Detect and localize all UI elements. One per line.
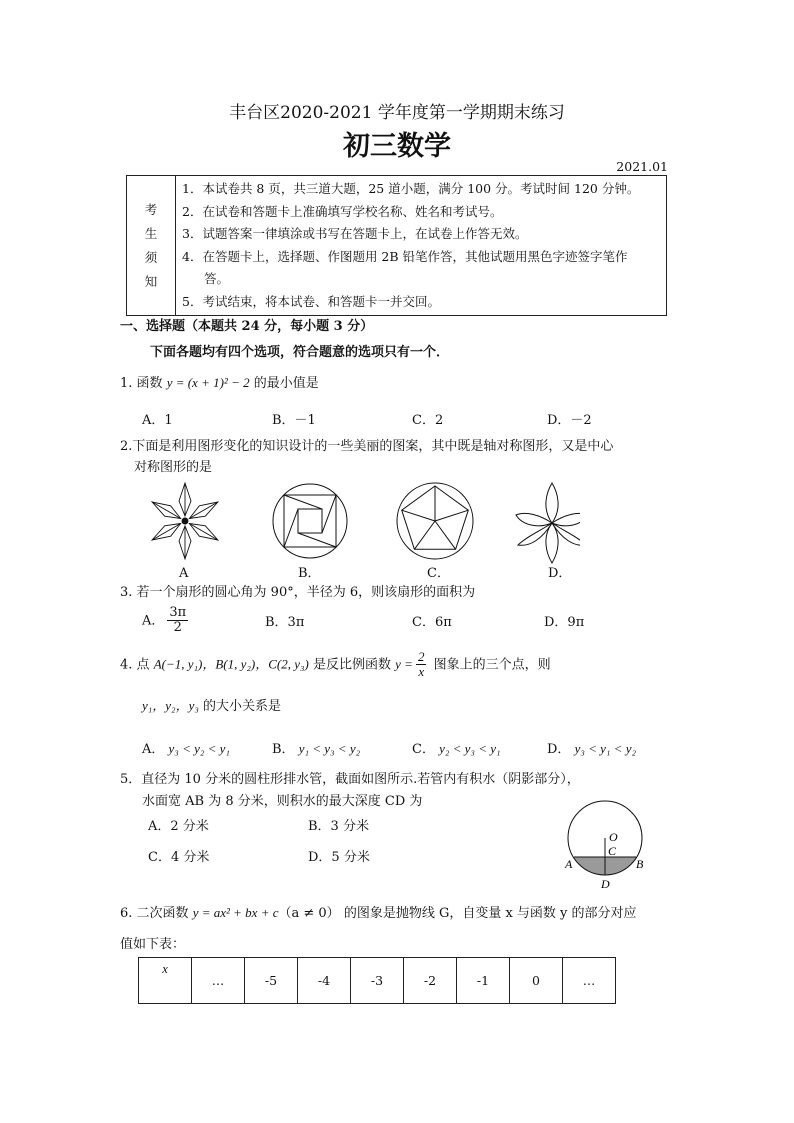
- exam-subtitle: 丰台区2020-2021 学年度第一学期期末练习: [229, 103, 565, 123]
- q3-option-c: C．6π: [412, 615, 452, 630]
- exam-notice-box: [126, 175, 667, 316]
- table-cell: -2: [404, 958, 457, 1004]
- q2-label-a: A: [179, 566, 189, 581]
- question-3: 3. 若一个扇形的圆心角为 90°，半径为 6，则该扇形的面积为: [120, 585, 476, 600]
- q5-option-d: D．5 分米: [308, 850, 370, 865]
- q1-option-c: C．2: [412, 413, 444, 428]
- table-cell: 0: [510, 958, 563, 1004]
- label-b: B: [636, 857, 644, 871]
- figure-a-star-icon: [149, 483, 221, 559]
- q4-option-b: B． y₁ < y₃ < y₂: [272, 741, 361, 757]
- table-cell: …: [563, 958, 616, 1004]
- question-2-line2: 对称图形的是: [134, 460, 213, 475]
- q3-option-a: A． $\frac{3\pi}{2}$: [142, 605, 187, 636]
- question-1: 1. 函数 y = (x + 1)² − 2 的最小值是: [120, 375, 319, 391]
- q3-option-d: D．9π: [544, 615, 585, 630]
- question-5-line2: 水面宽 AB 为 8 分米，则积水的最大深度 CD 为: [142, 794, 423, 809]
- figure-c-pentagon-icon: [397, 483, 473, 559]
- q2-label-d: D．: [548, 566, 572, 581]
- q2-label-b: B．: [298, 566, 321, 581]
- q1-option-a: A．1: [142, 413, 173, 428]
- label-c: C: [608, 844, 617, 858]
- q6-value-table: [138, 957, 616, 1004]
- figure-b-pinwheel-icon: [273, 484, 347, 558]
- label-o: O: [609, 830, 618, 844]
- question-4-line2: y₁，y₂，y₃ 的大小关系是: [142, 698, 282, 714]
- q5-option-c: C．4 分米: [148, 850, 210, 865]
- notice-rules: 1．本试卷共 8 页，共三道大题，25 道小题，满分 100 分。考试时间 120 分钟。 2．在试卷和答题卡上准确填写学校名称、姓名和考试号。 3．试题答案一律填涂或书写在答题卡上，在试卷上作答无效。 4．在答题卡上，选择题、作图题用 2B 铅笔作答，其他试题用黑色字迹签字笔作 答。 5．考试结束，将本试卷、和答题卡一并交回。: [176, 176, 667, 316]
- table-header-x: x: [139, 958, 192, 1004]
- q3-option-b: B．3π: [265, 615, 305, 630]
- notice-label: 考 生 须 知: [127, 176, 176, 316]
- table-cell: -1: [457, 958, 510, 1004]
- exam-date: 2021.01: [616, 159, 668, 174]
- q5-option-b: B．3 分米: [308, 819, 369, 834]
- q5-option-a: A．2 分米: [148, 819, 209, 834]
- table-cell: …: [192, 958, 245, 1004]
- q4-option-d: D． y₃ < y₁ < y₂: [547, 741, 636, 757]
- q5-pipe-figure: [560, 800, 660, 890]
- table-cell: -5: [245, 958, 298, 1004]
- question-6-line1: 6. 二次函数 y = ax² + bx + c（a ≠ 0） 的图象是抛物线 G，自变量 x 与函数 y 的部分对应: [120, 905, 637, 921]
- label-d: D: [601, 877, 610, 890]
- question-5-line1: 5．直径为 10 分米的圆柱形排水管，截面如图所示.若管内有积水（阴影部分），: [120, 772, 580, 787]
- section-heading: 一、选择题（本题共 24 分，每小题 3 分）: [120, 319, 374, 334]
- q4-option-c: C． y₂ < y₃ < y₁: [412, 741, 501, 757]
- figure-d-flower-icon: [516, 483, 580, 563]
- q1-option-d: D．－2: [547, 413, 592, 428]
- q2-label-c: C．: [427, 566, 450, 581]
- q4-option-a: A． y₃ < y₂ < y₁: [142, 741, 230, 757]
- label-a: A: [565, 857, 573, 871]
- table-cell: -3: [351, 958, 404, 1004]
- table-cell: -4: [298, 958, 351, 1004]
- q2-figures: [140, 478, 580, 566]
- question-4-line1: 4. 点 A(−1, y₁)，B(1, y₂)，C(2, y₃) 是反比例函数 y = $\frac{2}{x}$ 图象上的三个点，则: [120, 649, 551, 680]
- section-instruction: 下面各题均有四个选项，符合题意的选项只有一个．: [150, 345, 450, 360]
- question-2-line1: 2.下面是利用图形变化的知识设计的一些美丽的图案，其中既是轴对称图形，又是中心: [120, 439, 614, 454]
- exam-title: 初三数学: [343, 131, 451, 162]
- q1-option-b: B．－1: [272, 413, 316, 428]
- question-6-line2: 值如下表：: [120, 937, 186, 952]
- table-row: [139, 958, 616, 1004]
